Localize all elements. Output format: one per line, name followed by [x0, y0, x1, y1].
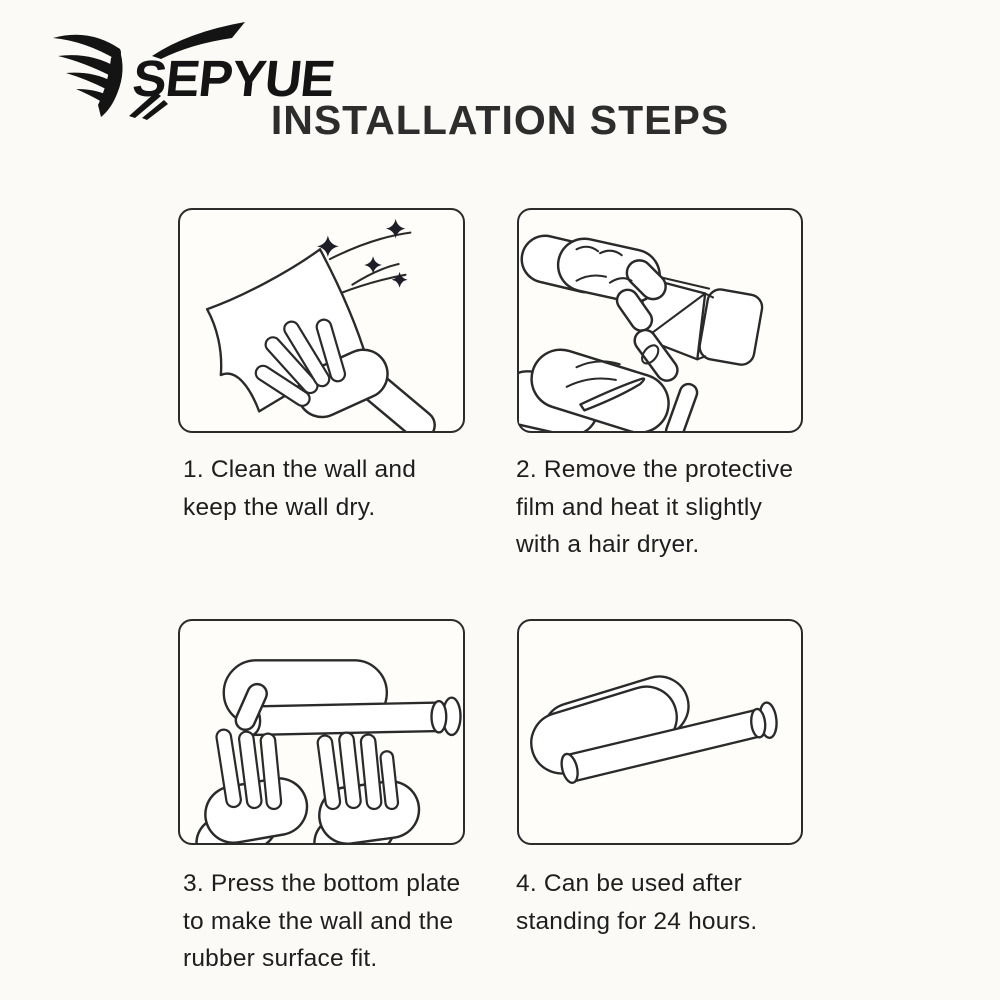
step-4-panel [517, 619, 803, 845]
step-4-caption: 4. Can be used after standing for 24 hours. [516, 870, 758, 935]
brand-name: SEPYUE [130, 50, 337, 107]
peel-film-illustration [519, 210, 801, 431]
step-2-panel [517, 208, 803, 433]
lower-hand-graphic [527, 341, 688, 431]
page-title: INSTALLATION STEPS [270, 97, 730, 143]
step-3-panel [178, 619, 465, 845]
wipe-wall-illustration [180, 210, 463, 431]
right-hand-graphic [325, 740, 392, 843]
press-plate-illustration [180, 621, 463, 843]
step-1-panel [178, 208, 465, 433]
step-1-caption: 1. Clean the wall and keep the wall dry. [183, 456, 417, 521]
step-3-caption: 3. Press the bottom plate to make the wall and the rubber surface fit. [183, 870, 461, 972]
upper-hand-graphic [545, 247, 653, 320]
peeled-film-graphic [697, 287, 764, 366]
installed-holder-illustration [519, 621, 801, 843]
step-2-caption: 2. Remove the protective film and heat it slightly with a hair dryer. [516, 456, 794, 558]
